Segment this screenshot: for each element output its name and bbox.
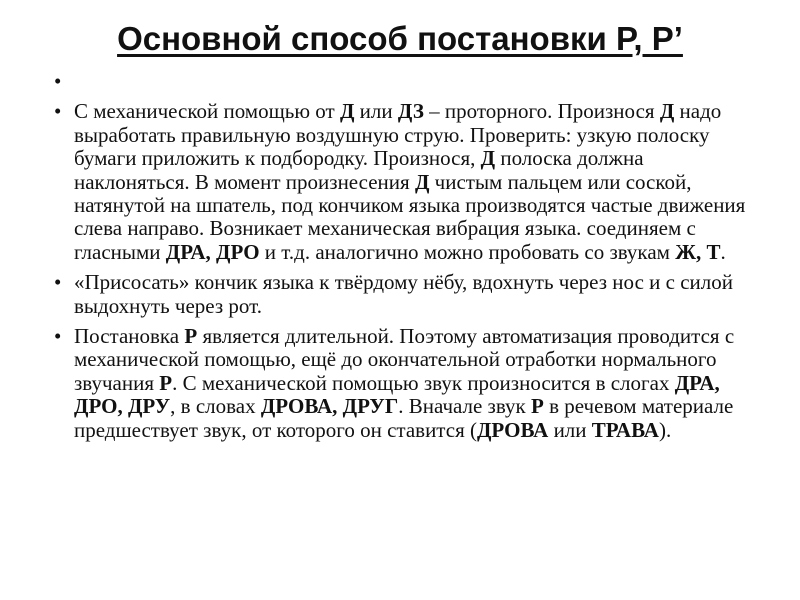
text-run: полоска должна наклоняться. В момент произнесения xyxy=(74,146,644,194)
bold-term: Д xyxy=(339,99,355,124)
text-run: . Вначале звук xyxy=(398,394,532,419)
text-run: является длительной. Поэтому автоматизация проводится с механической помощью, ещё до окончательной отработки нормального звучания xyxy=(74,324,735,395)
text-run: и т.д. аналогично можно пробовать со звукам xyxy=(259,239,676,264)
bold-term: Р xyxy=(159,370,173,395)
bullet-text xyxy=(74,99,745,263)
bullet-item xyxy=(54,271,760,318)
text-run: . С механической помощью звук произносится в слогах xyxy=(172,370,675,395)
bold-term: Д xyxy=(480,146,496,171)
text-run: в речевом материале предшествует звук, от которого он ставится ( xyxy=(74,394,734,442)
bold-term: ТРАВА xyxy=(591,417,659,442)
bullet-dot-icon: • xyxy=(54,99,62,124)
bold-term: Р xyxy=(531,394,544,419)
bullet-text xyxy=(74,270,733,317)
bullet-item xyxy=(54,325,760,442)
bullet-list xyxy=(54,70,760,449)
text-run: , в словах xyxy=(170,394,261,419)
bold-term: Р xyxy=(184,324,198,349)
bullet-dot-icon: • xyxy=(54,270,62,295)
bold-term: ДЗ xyxy=(397,99,424,124)
text-run: . xyxy=(720,239,726,264)
text-run: Постановка xyxy=(74,324,185,349)
bullet-dot-icon: • xyxy=(54,324,62,349)
bold-term: ДРА, ДРО xyxy=(165,239,260,264)
text-run: – проторного. Произнося xyxy=(423,99,660,124)
text-run: «Присосать» кончик языка к твёрдому нёбу, вдохнуть через нос и с силой выдохнуть через рот. xyxy=(74,270,733,318)
bullet-item xyxy=(54,100,760,264)
bullet-dot-icon: • xyxy=(54,69,62,93)
bullet-item xyxy=(54,70,760,93)
bold-term: Д xyxy=(659,99,675,124)
text-run: С механической помощью от xyxy=(74,99,340,124)
bold-term: ДРОВА xyxy=(476,417,549,442)
text-run: чистым пальцем или соской, натянутой на шпатель, под кончиком языка производятся частые движения слева направо. Возникает механическая вибрация языка. соединяем с гласными xyxy=(74,169,746,264)
text-run: надо выработать правильную воздушную струю. Проверить: узкую полоску бумаги приложить к подбородку. Произнося, xyxy=(74,99,722,171)
text-run: ). xyxy=(658,417,672,442)
text-run: или xyxy=(354,99,398,124)
bold-term: ДРОВА, ДРУГ xyxy=(260,394,399,419)
bold-term: Д xyxy=(414,169,430,194)
bullet-text xyxy=(74,324,734,442)
text-run: или xyxy=(548,417,592,442)
bold-term: ДРА, ДРО, ДРУ xyxy=(74,370,720,419)
bold-term: Ж, Т xyxy=(675,239,721,264)
slide-title: Основной способ постановки Р, Р’ xyxy=(117,20,683,57)
